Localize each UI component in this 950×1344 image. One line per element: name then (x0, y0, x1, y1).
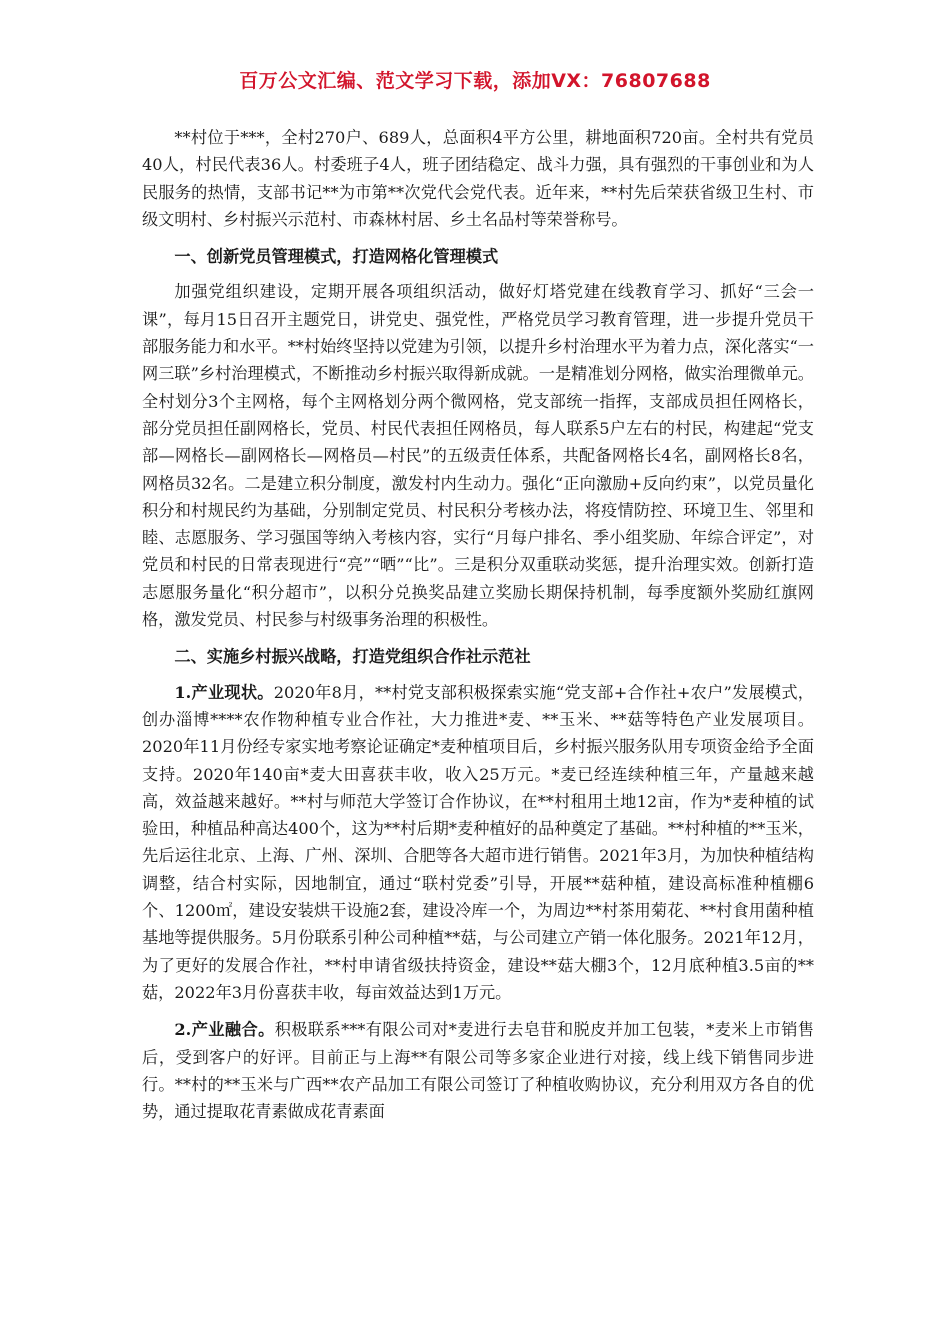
item-2-body: 积极联系***有限公司对*麦进行去皂苷和脱皮并加工包装，*麦米上市销售后，受到客户的好评。目前正与上海**有限公司等多家企业进行对接，线上线下销售同步进行。**村的**玉米与广西**农产品加工有限公司签订了种植收购协议，充分利用双方各自的优势，通过提取花青素做成花青素面 (142, 1020, 814, 1122)
section-1-title: 一、创新党员管理模式，打造网格化管理模式 (174, 247, 499, 267)
section-1-paragraph: 加强党组织建设，定期开展各项组织活动，做好灯塔党建在线教育学习、抓好“三会一课”，每月15日召开主题党日，讲党史、强党性，严格党员学习教育管理，进一步提升党员干部服务能力和水平。**村始终坚持以党建为引领，以提升乡村治理水平为着力点，深化落实“一网三联”乡村治理模式，不断推动乡村振兴取得新成就。一是精准划分网格，做实治理微单元。全村划分3个主网格，每个主网格划分两个微网格，党支部统一指挥，支部成员担任网格长，部分党员担任副网格长，党员、村民代表担任网格员，每人联系5户左右的村民，构建起“党支部—网格长—副网格长—网格员—村民”的五级责任体系，共配备网格长4名，副网格长8名，网格员32名。二是建立积分制度，激发村内生动力。强化“正向激励+反向约束”，以党员量化积分和村规民约为基础，分别制定党员、村民积分考核办法，将疫情防控、环境卫生、邻里和睦、志愿服务、学习强国等纳入考核内容，实行“月每户排名、季小组奖励、年综合评定”，对党员和村民的日常表现进行“亮”“晒”“比”。三是积分双重联动奖惩，提升治理实效。创新打造志愿服务量化“积分超市”，以积分兑换奖品建立奖励长期保持机制，每季度额外奖励红旗网格，激发党员、村民参与村级事务治理的积极性。 (142, 282, 814, 630)
document-body (142, 124, 814, 1135)
section-2-item-2 (142, 1016, 814, 1125)
intro-paragraph: **村位于***，全村270户、689人，总面积4平方公里，耕地面积720亩。全村共有党员40人，村民代表36人。村委班子4人，班子团结稳定、战斗力强，具有强烈的干事创业和为人民服务的热情，支部书记**为市第**次党代会党代表。近年来，**村先后荣获省级卫生村、市级文明村、乡村振兴示范村、市森林村居、乡土名品村等荣誉称号。 (142, 128, 814, 229)
watermark-header: 百万公文汇编、范文学习下载，添加VX：76807688 (239, 70, 711, 92)
item-2-lead: 2.产业融合。 (174, 1020, 275, 1040)
item-1-lead: 1.产业现状。 (174, 682, 274, 702)
item-1-body: 2020年8月，**村党支部积极探索实施“党支部+合作社+农户”发展模式，创办淄博****农作物种植专业合作社，大力推进*麦、**玉米、**菇等特色产业发展项目。2020年11月份经专家实地考察论证确定*麦种植项目后，乡村振兴服务队用专项资金给予全面支持。2020年140亩*麦大田喜获丰收，收入25万元。*麦已经连续种植三年，产量越来越高，效益越来越好。**村与师范大学签订合作协议，在**村租用土地12亩，作为*麦种植的试验田，种植品种高达400个，这为**村后期*麦种植好的品种奠定了基础。**村种植的**玉米，先后运往北京、上海、广州、深圳、合肥等各大超市进行销售。2021年3月，为加快种植结构调整，结合村实际，因地制宜，通过“联村党委”引导，开展**菇种植，建设高标准种植棚6个、1200㎡，建设安装烘干设施2套，建设冷库一个，为周边**村茶用菊花、**村食用菌种植基地等提供服务。5月份联系引种公司种植**菇，与公司建立产销一体化服务。2021年12月，为了更好的发展合作社，**村申请省级扶持资金，建设**菇大棚3个，12月底种植3.5亩的**菇，2022年3月份喜获丰收，每亩效益达到1万元。 (142, 682, 814, 1002)
section-2-title: 二、实施乡村振兴战略，打造党组织合作社示范社 (174, 647, 531, 667)
section-2-item-1 (142, 679, 814, 1007)
